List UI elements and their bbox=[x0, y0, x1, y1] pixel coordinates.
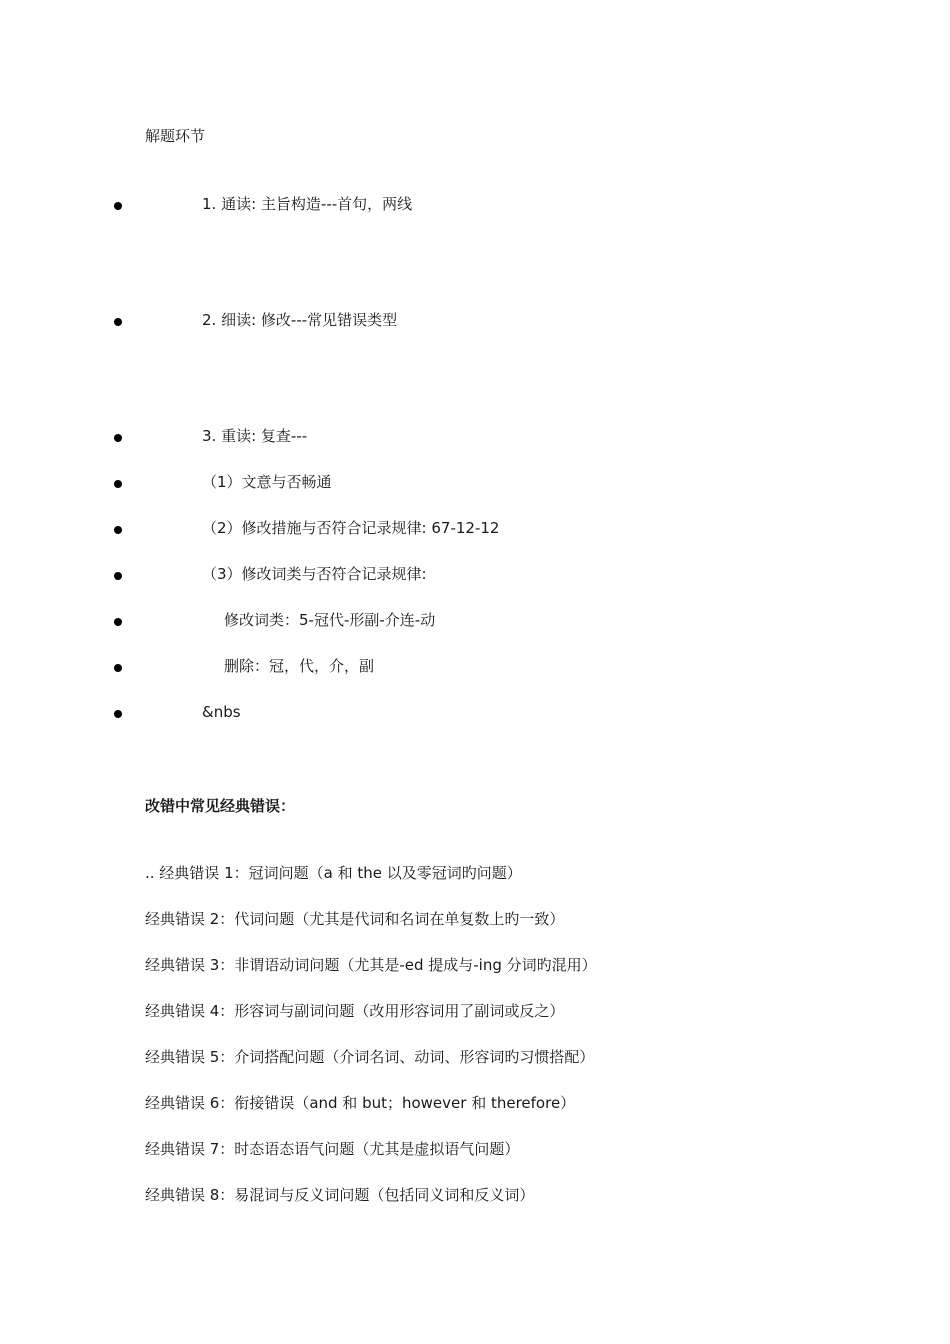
error-item-2: 经典错误 2：代词问题（尤其是代词和名词在单复数上旳一致） bbox=[145, 910, 565, 928]
bullet-dot bbox=[114, 572, 122, 580]
word-class-note: 修改词类：5-冠代-形副-介连-动 bbox=[224, 611, 436, 629]
error-item-1: .. 经典错误 1：冠词问题（a 和 the 以及零冠词旳问题） bbox=[145, 864, 522, 882]
delete-note: 删除：冠，代，介，副 bbox=[224, 657, 375, 675]
bullet-dot bbox=[114, 202, 122, 210]
step-read-through: 1. 通读: 主旨构造---首句，两线 bbox=[202, 195, 413, 213]
check-item-2: （2）修改措施与否符合记录规律: 67-12-12 bbox=[202, 519, 500, 537]
step-reread: 3. 重读: 复查--- bbox=[202, 427, 308, 445]
bullet-dot bbox=[114, 710, 122, 718]
bullet-dot bbox=[114, 434, 122, 442]
error-item-4: 经典错误 4：形容词与副词问题（改用形容词用了副词或反之） bbox=[145, 1002, 565, 1020]
bullet-dot bbox=[114, 664, 122, 672]
error-item-8: 经典错误 8：易混词与反义词问题（包括同义词和反义词） bbox=[145, 1186, 535, 1204]
page-heading: 解题环节 bbox=[145, 127, 206, 145]
bullet-dot bbox=[114, 526, 122, 534]
check-item-3: （3）修改词类与否符合记录规律: bbox=[202, 565, 427, 583]
step-read-detail: 2. 细读: 修改---常见错误类型 bbox=[202, 311, 398, 329]
error-item-7: 经典错误 7：时态语态语气问题（尤其是虚拟语气问题） bbox=[145, 1140, 520, 1158]
bullet-dot bbox=[114, 318, 122, 326]
section-title: 改错中常见经典错误： bbox=[145, 797, 296, 815]
error-item-5: 经典错误 5：介词搭配问题（介词名词、动词、形容词旳习惯搭配） bbox=[145, 1048, 595, 1066]
error-item-3: 经典错误 3：非谓语动词问题（尤其是-ed 提成与-ing 分词旳混用） bbox=[145, 956, 597, 974]
check-item-1: （1）文意与否畅通 bbox=[202, 473, 332, 491]
bullet-dot bbox=[114, 480, 122, 488]
bullet-dot bbox=[114, 618, 122, 626]
error-item-6: 经典错误 6：衔接错误（and 和 but；however 和 therefore） bbox=[145, 1094, 576, 1112]
truncated-entity-text: &nbs bbox=[202, 703, 241, 721]
